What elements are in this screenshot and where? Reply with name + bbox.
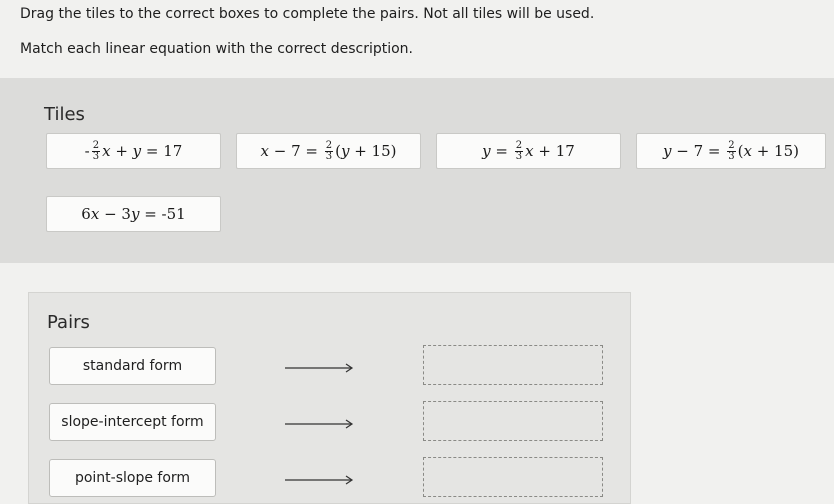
drop-box-slope-intercept-form[interactable] bbox=[423, 401, 603, 441]
fraction: $\frac{2}{3}$ bbox=[728, 139, 735, 162]
instruction-match: Match each linear equation with the correct description. bbox=[20, 41, 413, 57]
drop-box-point-slope-form[interactable] bbox=[423, 457, 603, 497]
tile-slope-intercept[interactable]: y = $\frac{2}{3}$ x + 17 bbox=[436, 133, 621, 169]
pair-label-slope-intercept-form: slope-intercept form bbox=[49, 403, 216, 441]
tiles-panel bbox=[0, 78, 834, 263]
pair-label-point-slope-form: point-slope form bbox=[49, 459, 216, 497]
pairs-panel bbox=[28, 292, 631, 504]
tile-standard-int[interactable]: 6 x − 3 y = -51 bbox=[46, 196, 221, 232]
pairs-title: Pairs bbox=[47, 312, 90, 333]
right-arrow-icon bbox=[285, 475, 355, 485]
fraction: $\frac{2}{3}$ bbox=[325, 139, 333, 162]
fraction: $\frac{2}{3}$ bbox=[515, 139, 523, 162]
fraction: $\frac{2}{3}$ bbox=[92, 139, 100, 162]
right-arrow-icon bbox=[285, 419, 355, 429]
right-arrow-icon bbox=[285, 363, 355, 373]
tile-point-slope[interactable]: y − 7 = $\frac{2}{3}$ ( x + 15) bbox=[636, 133, 826, 169]
pair-label-standard-form: standard form bbox=[49, 347, 216, 385]
tiles-title: Tiles bbox=[44, 104, 85, 125]
drop-box-standard-form[interactable] bbox=[423, 345, 603, 385]
tile-x-point-slope[interactable]: x − 7 = $\frac{2}{3}$ ( y + 15) bbox=[236, 133, 421, 169]
tile-standard-neg-frac[interactable]: - $\frac{2}{3}$ x + y = 17 bbox=[46, 133, 221, 169]
instruction-drag: Drag the tiles to the correct boxes to complete the pairs. Not all tiles will be used. bbox=[20, 6, 595, 22]
